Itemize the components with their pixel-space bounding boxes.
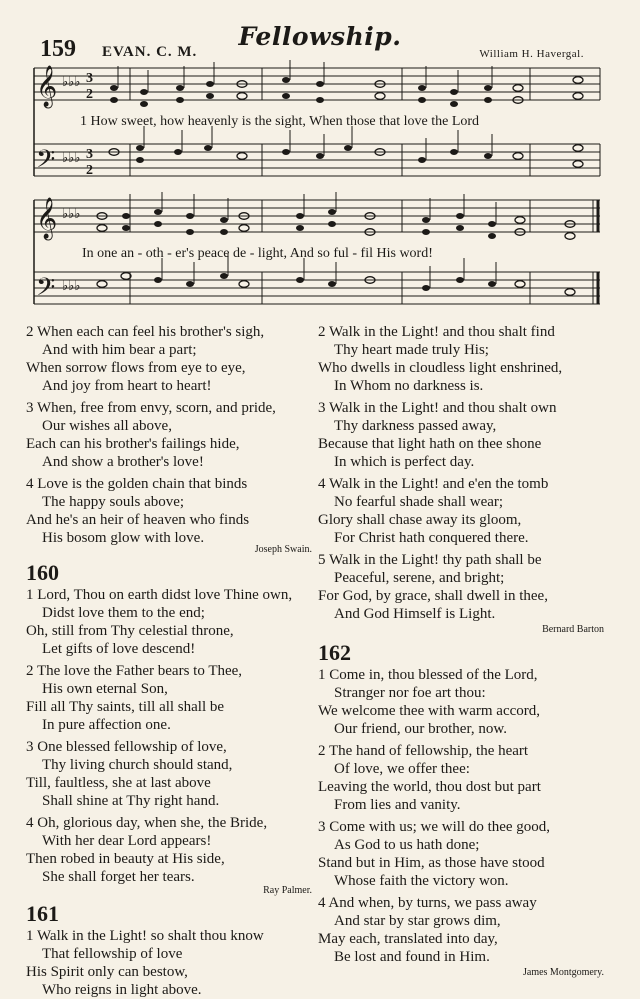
hymn-161-verse-5 xyxy=(318,551,604,623)
verse-line: With her dear Lord appears! xyxy=(42,833,212,849)
verse-line: Glory shall chase away its gloom, xyxy=(318,512,522,528)
svg-text:♭♭♭: ♭♭♭ xyxy=(62,207,81,222)
hymn-160-verse-4 xyxy=(26,814,312,886)
verse-line: Whose faith the victory won. xyxy=(334,873,509,889)
verse-line: Who dwells in cloudless light enshrined, xyxy=(318,360,563,376)
hymn-162-verse-1 xyxy=(318,666,604,738)
verse-line: Our friend, our brother, now. xyxy=(334,721,507,737)
verse-line: Leaving the world, thou dost but part xyxy=(318,779,541,795)
verse-line: His bosom glow with love. xyxy=(42,530,205,546)
hymn-159-verse-2 xyxy=(26,323,312,395)
hymn-161-author: Bernard Barton xyxy=(542,624,604,635)
verse-line: When sorrow flows from eye to eye, xyxy=(26,360,246,376)
verse-line: From lies and vanity. xyxy=(334,797,461,813)
svg-text:2: 2 xyxy=(86,163,93,178)
verse-line: And with him bear a part; xyxy=(42,342,197,358)
verse-line: May each, translated into day, xyxy=(318,931,498,947)
hymn-number-161: 161 xyxy=(26,901,59,926)
verse-line: Shall shine at Thy right hand. xyxy=(42,793,220,809)
tune-name: EVAN. C. M. xyxy=(102,44,198,60)
verse-line: 5 Walk in the Light! thy path shall be xyxy=(318,552,542,568)
svg-text:♭♭♭: ♭♭♭ xyxy=(62,151,81,166)
verse-line: We welcome thee with warm accord, xyxy=(318,703,541,719)
hymn-number-159: 159 xyxy=(40,36,76,62)
verse-line: Oh, still from Thy celestial throne, xyxy=(26,623,234,639)
verse-line: 3 One blessed fellowship of love, xyxy=(26,739,227,755)
svg-text:3: 3 xyxy=(86,147,93,162)
hymn-162-author: James Montgomery. xyxy=(522,967,604,978)
composer-name: William H. Havergal. xyxy=(479,48,584,60)
svg-text:𝄞: 𝄞 xyxy=(36,198,58,239)
verse-line: 2 The hand of fellowship, the heart xyxy=(318,743,529,759)
verse-line: Of love, we offer thee: xyxy=(334,761,470,777)
verse-line: Thy living church should stand, xyxy=(42,757,233,773)
verse-line: Our wishes all above, xyxy=(42,418,172,434)
hymn-162-verse-3 xyxy=(318,818,604,890)
verse-line: 4 Oh, glorious day, when she, the Bride, xyxy=(26,815,268,831)
verse-line: Stand but in Him, as those have stood xyxy=(318,855,545,871)
verse-line: 4 Walk in the Light! and e'en the tomb xyxy=(318,476,549,492)
verse-line: His Spirit only can bestow, xyxy=(26,964,188,980)
verse-line: 2 When each can feel his brother's sigh, xyxy=(26,324,265,340)
page-title: Fellowship. xyxy=(238,22,402,51)
verse-line: For God, by grace, shall dwell in thee, xyxy=(318,588,548,604)
lyric-line-2: In one an - oth - er's peace de - light, And so ful - fil His word! xyxy=(82,246,433,261)
verse-line: No fearful shade shall wear; xyxy=(334,494,504,510)
right-column xyxy=(318,323,604,981)
verse-line: And joy from heart to heart! xyxy=(42,378,212,394)
verse-line: 3 Come with us; we will do thee good, xyxy=(318,819,551,835)
verse-line: Fill all Thy saints, till all shall be xyxy=(26,699,225,715)
hymn-161-verse-2 xyxy=(318,323,604,395)
svg-text:♭♭♭: ♭♭♭ xyxy=(62,279,81,294)
verse-line: Thy heart made truly His; xyxy=(334,342,489,358)
svg-text:𝄞: 𝄞 xyxy=(36,66,58,107)
verse-line: 3 Walk in the Light! and thou shalt own xyxy=(318,400,557,416)
verse-line: 2 The love the Father bears to Thee, xyxy=(26,663,243,679)
verse-line: 1 Walk in the Light! so shalt thou know xyxy=(26,928,264,944)
verse-line: Stranger nor foe art thou: xyxy=(334,685,486,701)
verse-line: Let gifts of love descend! xyxy=(42,641,196,657)
verse-line: 4 And when, by turns, we pass away xyxy=(318,895,537,911)
svg-text:𝄢: 𝄢 xyxy=(36,145,56,180)
verse-line: For Christ hath conquered there. xyxy=(334,530,529,546)
verse-line: 3 When, free from envy, scorn, and pride, xyxy=(26,400,276,416)
verse-line: Be lost and found in Him. xyxy=(334,949,490,965)
verse-line: 4 Love is the golden chain that binds xyxy=(26,476,248,492)
verse-line: Till, faultless, she at last above xyxy=(26,775,211,791)
verse-line: 2 Walk in the Light! and thou shalt find xyxy=(318,324,555,340)
hymn-160-verse-2 xyxy=(26,662,312,734)
verse-line: His own eternal Son, xyxy=(42,681,168,697)
svg-text:3: 3 xyxy=(86,71,93,86)
hymn-161-verse-1 xyxy=(26,927,312,999)
hymn-160-author: Ray Palmer. xyxy=(263,885,312,896)
lyric-line-1: 1 How sweet, how heavenly is the sight, When those that love the Lord xyxy=(80,114,480,129)
verse-line: As God to us hath done; xyxy=(334,837,480,853)
verse-line: In Whom no darkness is. xyxy=(334,378,484,394)
hymn-162-verse-2 xyxy=(318,742,604,814)
verse-line: She shall forget her tears. xyxy=(42,869,195,885)
verse-line: Peaceful, serene, and bright; xyxy=(334,570,505,586)
verse-line: The happy souls above; xyxy=(42,494,185,510)
verse-line: Who reigns in light above. xyxy=(42,982,202,998)
verse-line: Each can his brother's failings hide, xyxy=(26,436,240,452)
svg-text:𝄢: 𝄢 xyxy=(36,273,56,308)
verse-line: And show a brother's love! xyxy=(42,454,204,470)
verse-line: And God Himself is Light. xyxy=(334,606,496,622)
hymn-161-verse-3 xyxy=(318,399,604,471)
hymn-159-verse-3 xyxy=(26,399,312,471)
svg-text:2: 2 xyxy=(86,87,93,102)
hymn-162-verse-4 xyxy=(318,894,604,966)
hymn-159-verse-4 xyxy=(26,475,312,547)
verse-line: 1 Lord, Thou on earth didst love Thine own, xyxy=(26,587,293,603)
hymn-number-162: 162 xyxy=(318,640,351,665)
hymn-161-verse-4 xyxy=(318,475,604,547)
verse-line: And he's an heir of heaven who finds xyxy=(26,512,250,528)
hymn-number-160: 160 xyxy=(26,560,59,585)
verse-line: Because that light hath on thee shone xyxy=(318,436,542,452)
hymn-159-author: Joseph Swain. xyxy=(254,544,312,555)
verse-line: Didst love them to the end; xyxy=(42,605,205,621)
verse-line: That fellowship of love xyxy=(42,946,183,962)
svg-text:♭♭♭: ♭♭♭ xyxy=(62,75,81,90)
verse-line: Then robed in beauty at His side, xyxy=(26,851,225,867)
hymn-160-verse-3 xyxy=(26,738,312,810)
hymn-160-verse-1 xyxy=(26,586,312,658)
verse-line: In which is perfect day. xyxy=(334,454,475,470)
verse-line: In pure affection one. xyxy=(42,717,171,733)
verse-line: Thy darkness passed away, xyxy=(334,418,497,434)
left-column xyxy=(26,323,312,999)
verse-line: 1 Come in, thou blessed of the Lord, xyxy=(318,667,538,683)
verse-line: And star by star grows dim, xyxy=(334,913,501,929)
